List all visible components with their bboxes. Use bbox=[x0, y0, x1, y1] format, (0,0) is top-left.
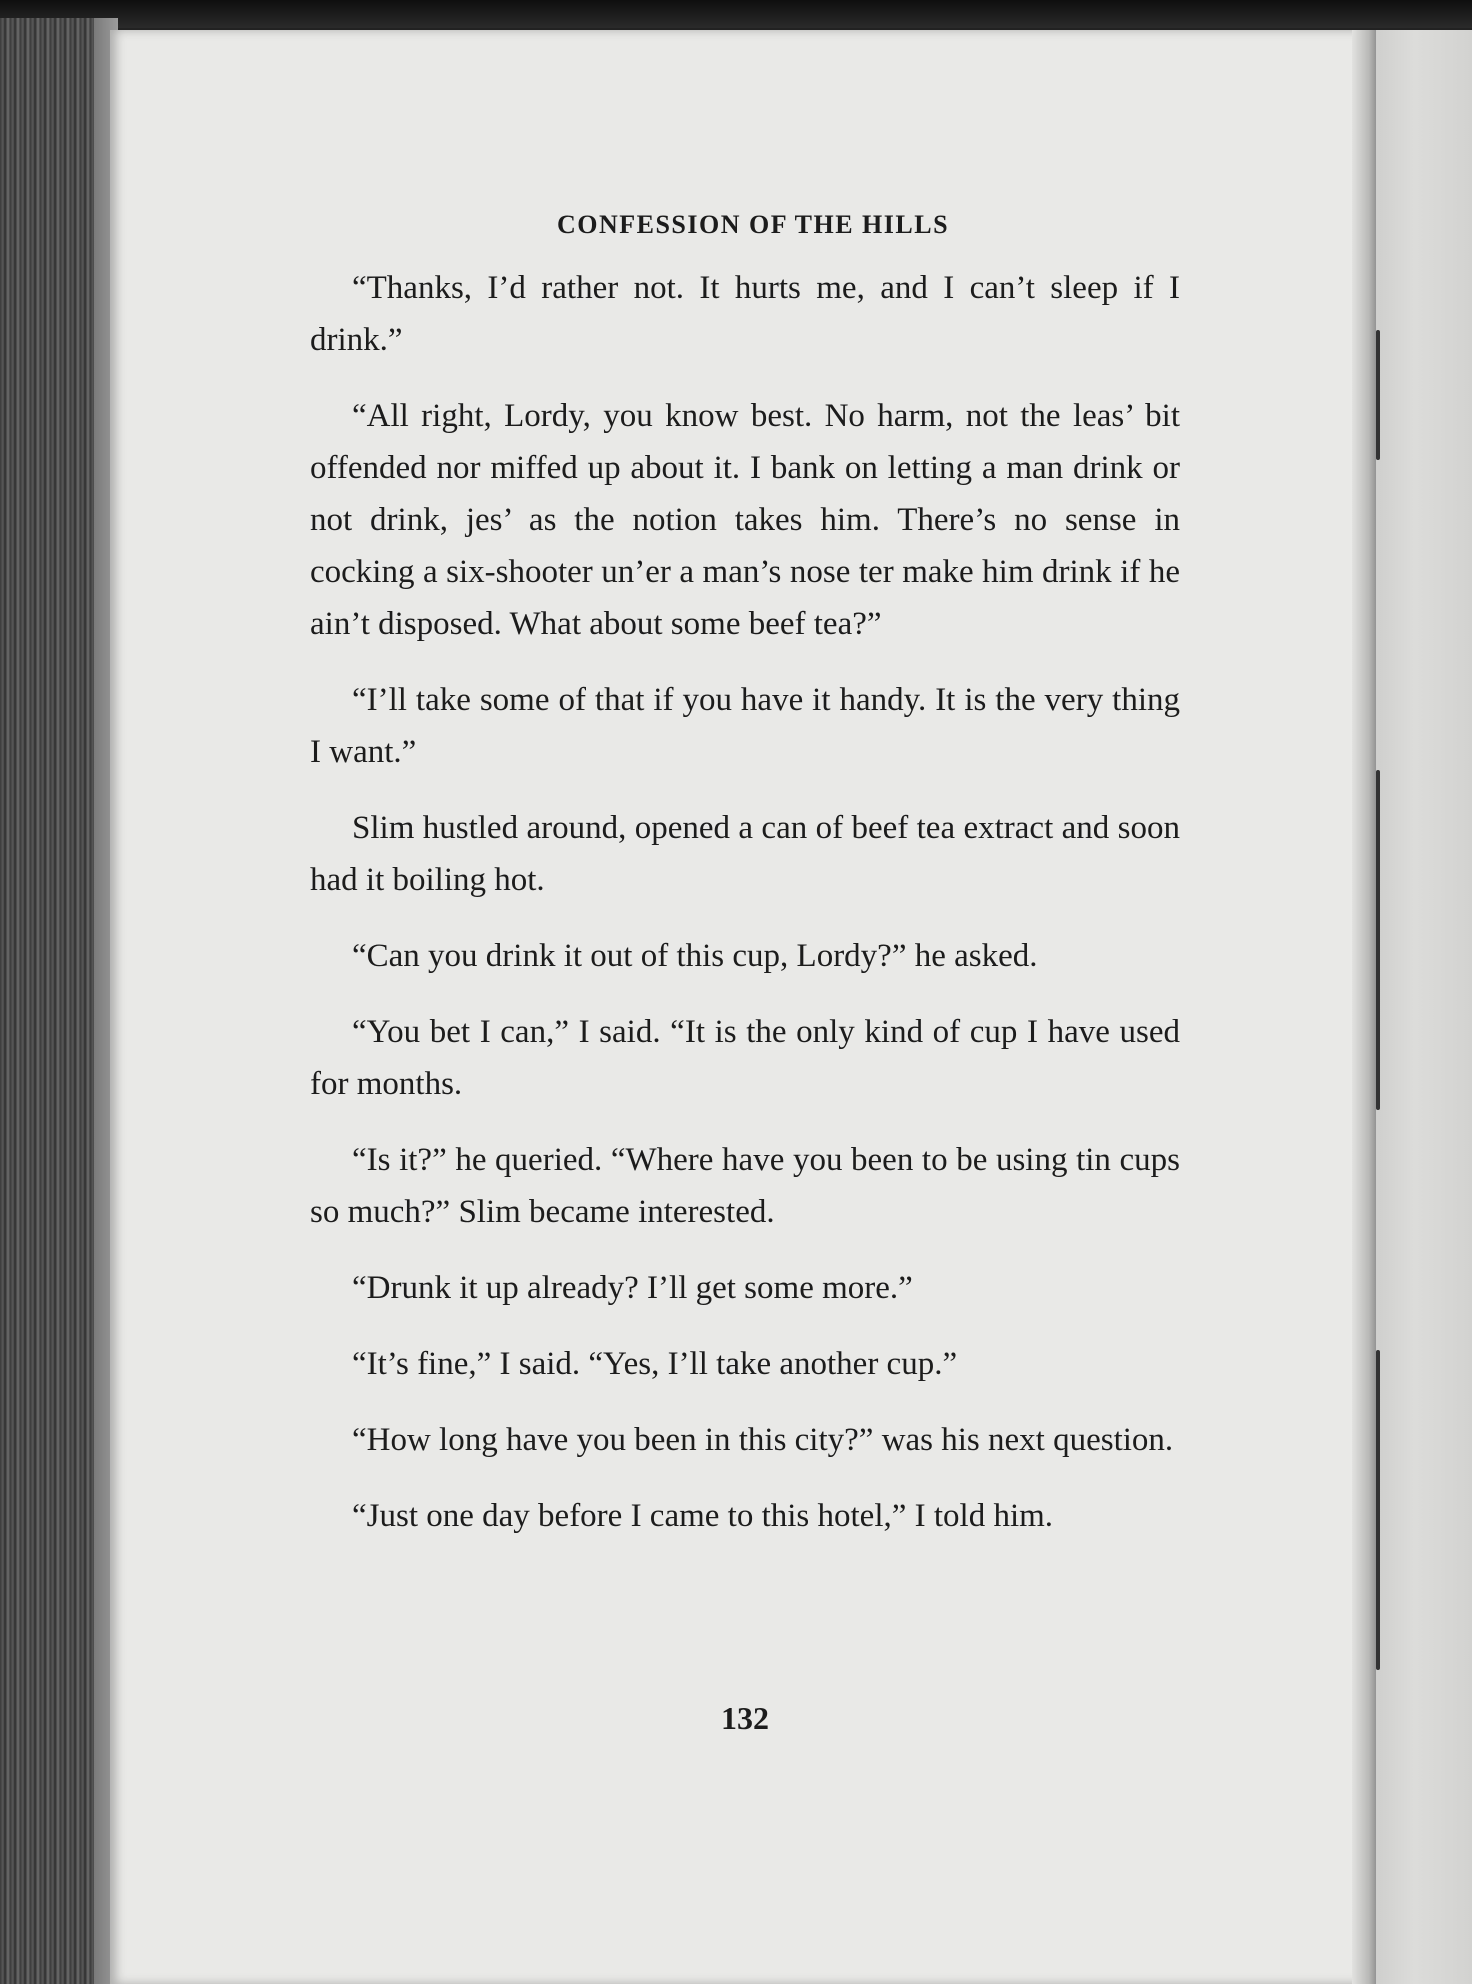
paragraph: “Thanks, I’d rather not. It hurts me, and I can’t sleep if I drink.” bbox=[310, 270, 1180, 358]
edge-mark bbox=[1376, 770, 1380, 1110]
paragraph: “Can you drink it out of this cup, Lordy?” he asked. bbox=[352, 938, 1038, 974]
paragraph: “Is it?” he queried. “Where have you been to be using tin cups so much?” Slim became interested. bbox=[310, 1142, 1180, 1230]
adjoining-page-edge bbox=[1376, 30, 1472, 1984]
page-number: 132 bbox=[721, 1700, 769, 1736]
paragraph: “I’ll take some of that if you have it handy. It is the very thing I want.” bbox=[310, 682, 1180, 770]
scan-top-border bbox=[0, 0, 1472, 28]
book-page-edges bbox=[0, 18, 118, 1984]
paragraph: “It’s fine,” I said. “Yes, I’ll take another cup.” bbox=[352, 1346, 958, 1382]
paragraph: “All right, Lordy, you know best. No harm, not the leas’ bit offended nor miffed up about it. I bank on letting a man drink or not drink, jes’ as the notion takes him. There’s no sense in cocking a six-shooter un’er a man’s nose ter make him drink if he ain’t disposed. What about some beef tea?” bbox=[310, 398, 1180, 642]
running-head: CONFESSION OF THE HILLS bbox=[556, 210, 950, 239]
paragraph: Slim hustled around, opened a can of beef tea extract and soon had it boiling hot. bbox=[310, 810, 1180, 898]
page-text bbox=[310, 210, 1180, 1566]
paragraph: “Just one day before I came to this hotel,” I told him. bbox=[352, 1498, 1054, 1534]
edge-mark bbox=[1376, 1350, 1380, 1670]
paragraph: “How long have you been in this city?” was his next question. bbox=[352, 1422, 1174, 1458]
paragraph: “You bet I can,” I said. “It is the only kind of cup I have used for months. bbox=[310, 1014, 1180, 1102]
paragraph: “Drunk it up already? I’ll get some more.” bbox=[352, 1270, 913, 1306]
edge-mark bbox=[1376, 330, 1380, 460]
